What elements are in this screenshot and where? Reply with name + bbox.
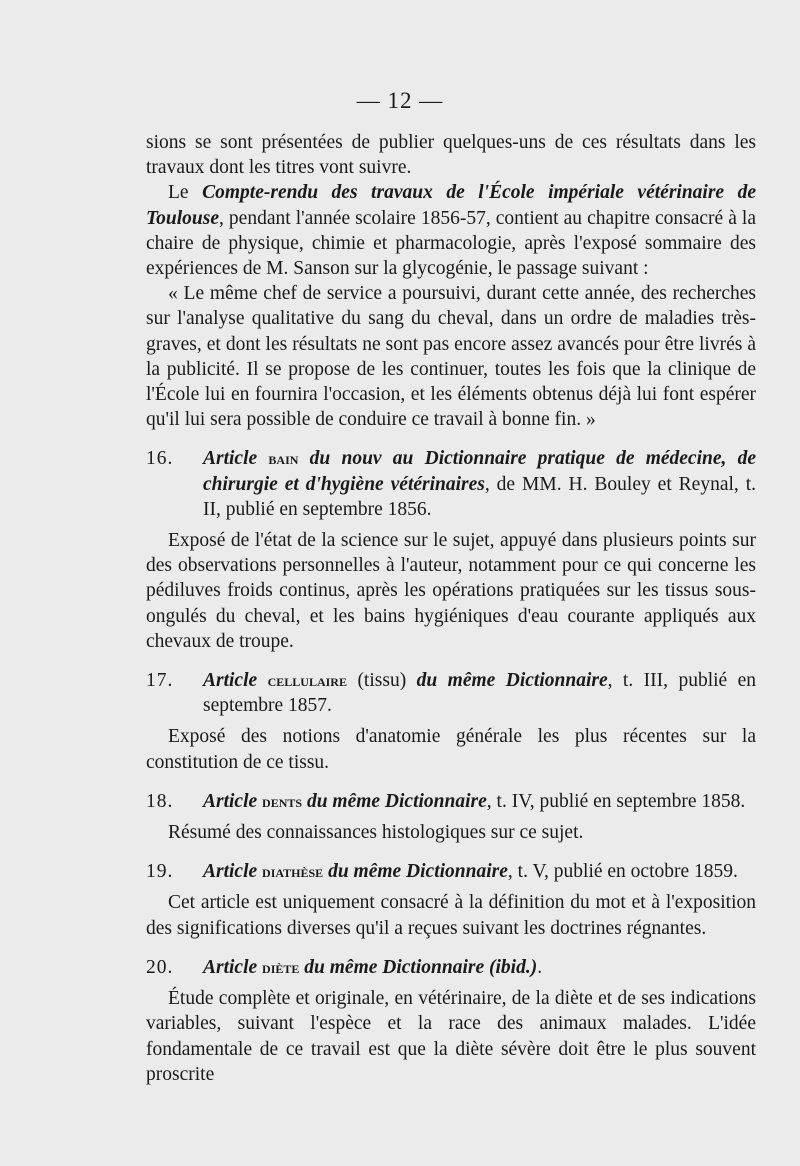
entry-description: Étude complète et originale, en vétérinaire, de la diète et de ses indications variables, suivant l'espèce et la race des animaux malades. L'idée fondamentale de ce travail est que la diète sévère doit être le plus souvent proscrite [146,988,756,1085]
entry-description: Exposé des notions d'anatomie générale les plus récentes sur la constitution de ce tissu. [146,726,756,773]
entry-title: du nouv au Dictionnaire pratique de médecine, de chirurgie et d'hygiène vétérinaires [203,448,757,495]
entry-18 [146,789,756,814]
compte-rendu-paragraph [146,180,756,281]
entry-number: 19. [146,861,174,883]
entry-description: Résumé des connaissances histologiques sur ce sujet. [168,822,584,844]
entry-details: , t. III, publié en septembre 1857. [203,670,757,717]
entry-details: . [537,956,543,978]
entry-heading [203,446,756,522]
entry-qualifier: (tissu) [357,670,407,692]
compte-rendu-text: , pendant l'année scolaire 1856-57, contient au chapitre consacré à la chaire de physique, chimie et pharmacologie, après l'exposé sommaire des expériences de M. Sanson sur la glycogénie, le passage suivant : [146,207,756,280]
entry-description: Cet article est uniquement consacré à la définition du mot et à l'exposition des significations diverses qu'il a reçues suivant les doctrines régnantes. [146,892,756,939]
entry-number: 20. [146,956,174,978]
entry-article-word: Article [203,956,258,978]
entry-description: Exposé de l'état de la science sur le sujet, appuyé dans plusieurs points sur des observations personnelles à l'auteur, notamment pour ce qui concerne les pédiluves froids continus, après les opérations pratiquées sur les tissus sous-ongulés du cheval, et les bains hygiéniques d'eau courante appliqués aux chevaux de troupe. [146,530,756,652]
entry-heading [203,789,756,814]
entry-heading [203,668,756,718]
entry-keyword: dents [262,791,303,811]
entry-article-word: Article [203,448,258,470]
entry-title: du même Dictionnaire [328,861,508,883]
entry-article-word: Article [203,670,258,692]
entry-number: 16. [146,448,174,470]
entry-details: , t. V, publié en octobre 1859. [507,861,738,883]
entry-17 [146,668,756,718]
entry-keyword: cellulaire [267,671,347,691]
quote-paragraph: « Le même chef de service a poursuivi, durant cette année, des recherches sur l'analyse qualitative du sang du cheval, dans un ordre de maladies très-graves, et dont les résultats ne sont pas encore assez avancés pour être livrés à la publicité. Il se propose de les continuer, toutes les fois que la clinique de l'École lui en fournira l'occasion, et les éléments obtenus déjà lui font espérer qu'il lui sera possible de conduire ce travail à bonne fin. » [146,283,756,431]
page-body [146,130,756,1087]
entry-19 [146,859,756,884]
entry-title: du même Dictionnaire (ibid.) [304,956,538,978]
page-number: — 12 — [356,88,444,113]
entry-article-word: Article [203,790,258,812]
entry-details: , de MM. H. Bouley et Reynal, t. II, publié en septembre 1856. [203,473,757,520]
entry-title: du même Dictionnaire [416,670,608,692]
entry-title: du même Dictionnaire [306,790,487,812]
entry-details: , t. IV, publié en septembre 1858. [486,790,746,812]
entry-number: 18. [146,790,174,812]
entry-keyword: bain [268,449,299,469]
entry-number: 17. [146,670,174,692]
entry-heading [203,859,756,884]
entry-keyword: diète [262,957,300,977]
entry-keyword: diathèse [262,862,324,882]
entry-heading [203,955,756,980]
intro-paragraph: sions se sont présentées de publier quelques-uns de ces résultats dans les travaux dont les titres vont suivre. [146,132,756,179]
entry-16 [146,446,756,522]
entry-article-word: Article [203,861,258,883]
compte-rendu-title: Compte-rendu des travaux de l'École impériale vétérinaire de Toulouse [146,182,757,229]
entry-20 [146,955,756,980]
compte-rendu-le: Le [168,182,189,204]
